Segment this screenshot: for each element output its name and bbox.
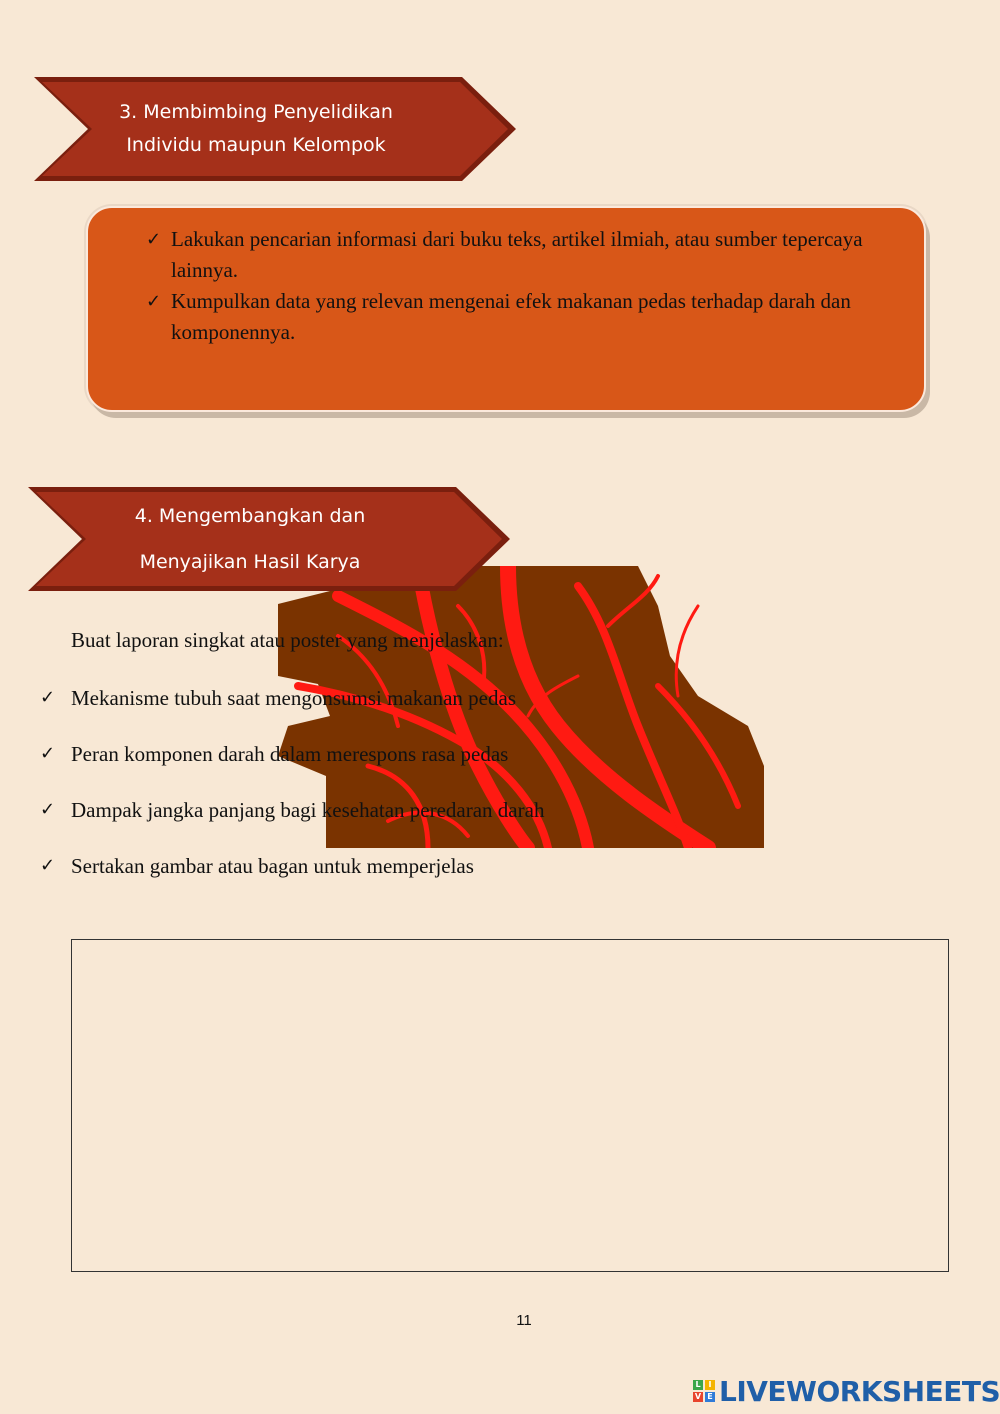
section-4-title-line2: Menyajikan Hasil Karya: [139, 551, 361, 573]
list-item-text: Sertakan gambar atau bagan untuk memperjelas: [71, 854, 474, 878]
list-item-text: Dampak jangka panjang bagi kesehatan peredaran darah: [71, 798, 545, 822]
section-4-banner: [28, 487, 512, 591]
section-3-content-box: [86, 206, 926, 412]
section-3-title-line1: 3. Membimbing Penyelidikan: [119, 101, 393, 123]
answer-text-area[interactable]: [71, 939, 949, 1272]
page-number: 11: [516, 1312, 532, 1329]
checkmark-icon: ✓: [40, 855, 56, 876]
section-3-title-line2: Individu maupun Kelompok: [126, 134, 386, 156]
brand-logo-icon: L I V E: [693, 1380, 715, 1402]
brand-name: LIVEWORKSHEETS: [719, 1374, 1000, 1408]
checkmark-icon: ✓: [146, 229, 162, 250]
list-item: [40, 684, 544, 740]
list-item: [40, 796, 544, 852]
list-item-text: Peran komponen darah dalam merespons rasa pedas: [71, 742, 509, 766]
checkmark-icon: ✓: [146, 291, 162, 312]
checkmark-icon: ✓: [40, 799, 56, 820]
checkmark-icon: ✓: [40, 687, 56, 708]
report-checklist: [40, 684, 544, 908]
list-item-text: Kumpulkan data yang relevan mengenai efek makanan pedas terhadap darah dan komponennya.: [171, 289, 851, 344]
section-3-list: [88, 208, 924, 348]
checkmark-icon: ✓: [40, 743, 56, 764]
list-item: [40, 740, 544, 796]
list-item: [146, 286, 894, 348]
list-item-text: Lakukan pencarian informasi dari buku teks, artikel ilmiah, atau sumber tepercaya lainnya.: [171, 227, 863, 282]
list-item-text: Mekanisme tubuh saat mengonsumsi makanan pedas: [71, 686, 516, 710]
report-intro-text: Buat laporan singkat atau poster yang menjelaskan:: [71, 628, 504, 652]
section-4-title-line1: 4. Mengembangkan dan: [134, 505, 366, 527]
liveworksheets-logo[interactable]: [693, 1374, 1000, 1408]
section-3-banner: [34, 77, 518, 181]
list-item: [40, 852, 544, 908]
list-item: [146, 224, 894, 286]
